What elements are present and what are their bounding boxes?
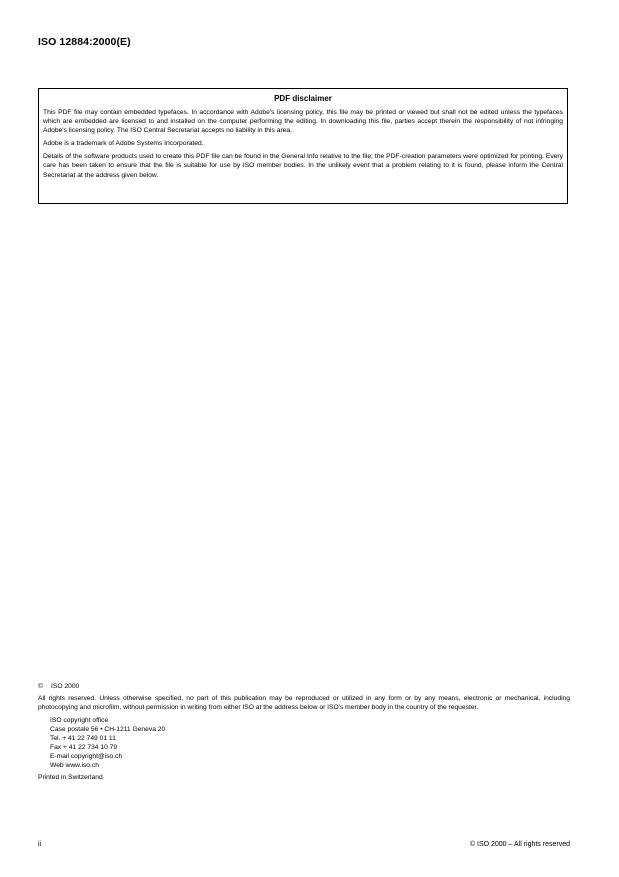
copyright-notice bbox=[38, 682, 570, 691]
disclaimer-paragraph-trademark: Adobe is a trademark of Adobe Systems Incorporated. bbox=[43, 140, 204, 148]
disclaimer-title: PDF disclaimer bbox=[274, 94, 332, 103]
copyright-notice-text: ISO 2000 bbox=[51, 683, 80, 690]
address-telephone: Tel. + 41 22 749 01 11 bbox=[50, 734, 116, 742]
copyright-block bbox=[38, 682, 570, 782]
address-email: E-mail copyright@iso.ch bbox=[50, 752, 123, 760]
footer-page-number: ii bbox=[38, 841, 42, 848]
footer-rights-notice: © ISO 2000 – All rights reserved bbox=[469, 841, 570, 848]
document-id-header: ISO 12884:2000(E) bbox=[38, 36, 131, 48]
address-postal: Case postale 56 • CH-1211 Geneva 20 bbox=[50, 725, 166, 733]
disclaimer-paragraph-typefaces: This PDF file may contain embedded typefaces. In accordance with Adobe's licensing policy, this file may be printed or viewed but shall not be edited unless the typefaces which are embedded are licensed to and installed on the computer performing the editing. In downloading this file, parties accept therein the responsibility of not infringing Adobe's licensing policy. The ISO Central Secretariat accepts no liability in this area. bbox=[43, 109, 563, 135]
copyright-office-address bbox=[38, 716, 570, 770]
rights-paragraph: All rights reserved. Unless otherwise specified, no part of this publication may be reproduced or utilized in any form or by any means, electronic or mechanical, including photocopying and microfilm, without permission in writing from either ISO at the address below or ISO's member body in the country of the requester. bbox=[38, 695, 570, 712]
address-web: Web www.iso.ch bbox=[50, 761, 99, 769]
address-fax: Fax + 41 22 734 10 79 bbox=[50, 743, 118, 751]
disclaimer-paragraph-details: Details of the software products used to create this PDF file can be found in the General Info relative to the file; the PDF-creation parameters were optimized for printing. Every care has been taken to ensure that the file is suitable for use by ISO member bodies. In the unlikely event that a problem relating to it is found, please inform the Central Secretariat at the address given below. bbox=[43, 153, 563, 179]
printed-in-text: Printed in Switzerland bbox=[38, 773, 103, 781]
copyright-icon: © bbox=[38, 683, 43, 690]
pdf-disclaimer-box bbox=[38, 88, 568, 204]
address-office-name: ISO copyright office bbox=[50, 716, 109, 724]
